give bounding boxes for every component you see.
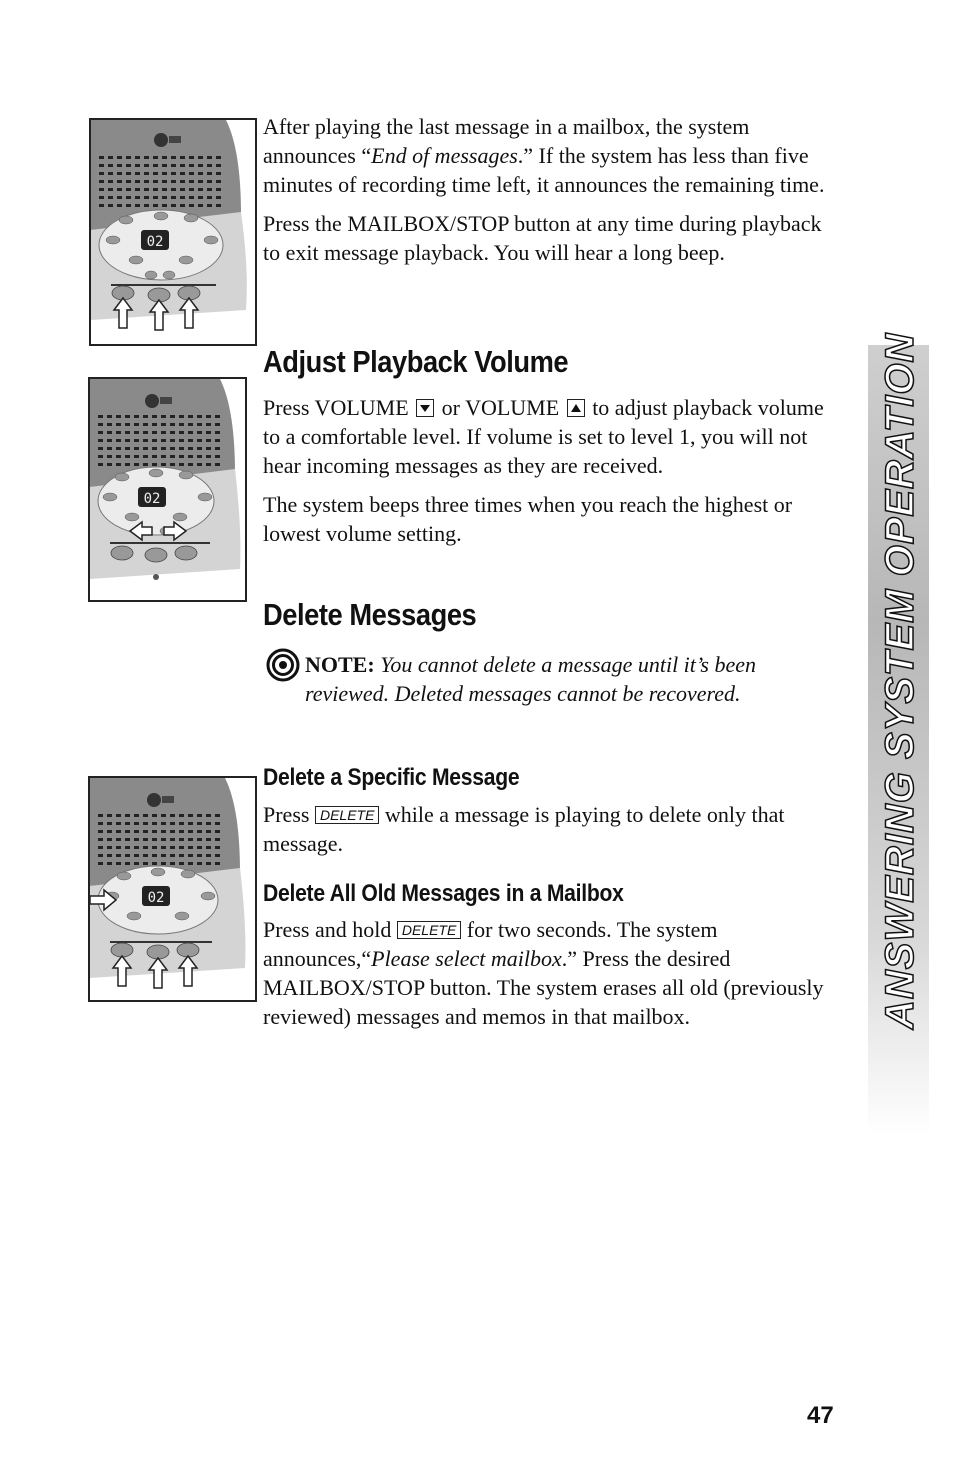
section-tab-label: ANSWERING SYSTEM OPERATION (878, 332, 922, 1029)
note-text: You cannot delete a message until it’s been reviewed. Deleted messages cannot be recovered. (305, 652, 756, 706)
delete-key-icon: DELETE (397, 921, 461, 939)
volume-section (263, 393, 833, 548)
volume-up-icon (567, 399, 585, 417)
intro-section (263, 112, 833, 267)
intro-paragraph-1: After playing the last message in a mailbox, the system announces “End of messages.” If the system has less than five minutes of recording time left, it announces the remaining time. (263, 114, 825, 197)
volume-heading: Adjust Playback Volume (263, 344, 569, 379)
delete-key-icon: DELETE (315, 806, 379, 824)
note-block (305, 650, 825, 708)
delete-all-text: Press and hold DELETE for two seconds. The system announces,“Please select mailbox.” Press the desired MAILBOX/STOP button. The system erases all old (previously reviewed) messages and memos in that mailbox. (263, 917, 824, 1029)
device-display: 02 (146, 234, 164, 250)
device-illustration-mailbox-buttons (89, 118, 257, 346)
note-label: NOTE: (305, 652, 375, 677)
volume-down-icon (416, 399, 434, 417)
note-icon (266, 648, 300, 686)
intro-paragraph-2: Press the MAILBOX/STOP button at any time during playback to exit message playback. You will hear a long beep. (263, 211, 822, 265)
device-display: 02 (147, 890, 165, 906)
volume-paragraph-1: Press VOLUME or VOLUME to adjust playback volume to a comfortable level. If volume is set to level 1, you will not hear incoming messages as they are received. (263, 395, 824, 478)
delete-specific-text: Press DELETE while a message is playing to delete only that message. (263, 802, 785, 856)
answering-machine-drawing (90, 778, 255, 1000)
answering-machine-drawing (90, 379, 245, 600)
device-display: 02 (143, 491, 161, 507)
delete-heading: Delete Messages (263, 597, 477, 632)
delete-specific-heading: Delete a Specific Message (263, 764, 520, 791)
device-illustration-volume-buttons (88, 377, 247, 602)
answering-machine-drawing (91, 120, 255, 344)
device-illustration-delete-button (88, 776, 257, 1002)
delete-all-heading: Delete All Old Messages in a Mailbox (263, 880, 624, 907)
page-number: 47 (807, 1402, 834, 1429)
volume-paragraph-2: The system beeps three times when you reach the highest or lowest volume setting. (263, 492, 793, 546)
section-tab (868, 332, 929, 1135)
